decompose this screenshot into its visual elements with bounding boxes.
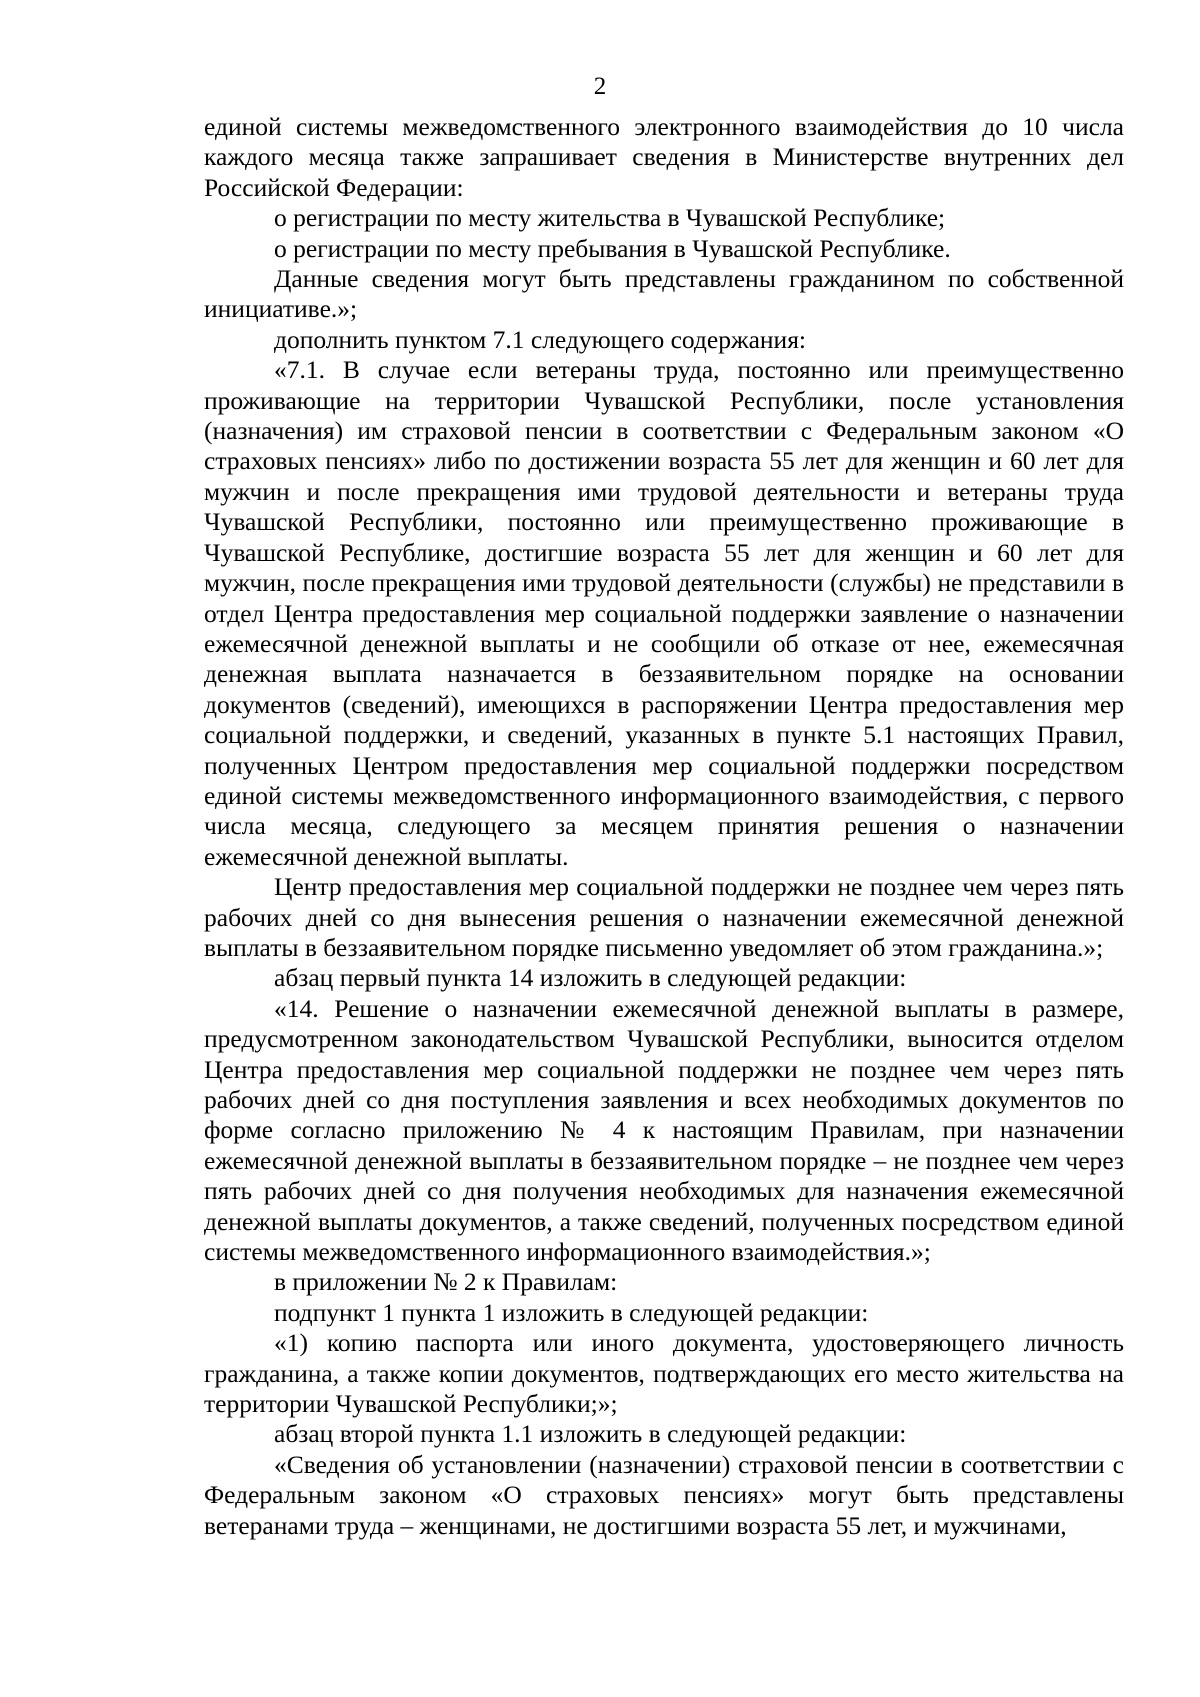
paragraph: в приложении № 2 к Правилам: (274, 1267, 618, 1297)
paragraph: о регистрации по месту пребывания в Чувашской Республике. (274, 233, 951, 263)
paragraph: дополнить пунктом 7.1 следующего содержания: (274, 324, 807, 354)
paragraph: подпункт 1 пункта 1 изложить в следующей редакции: (274, 1297, 869, 1327)
paragraph: абзац второй пункта 1.1 изложить в следующей редакции: (274, 1419, 907, 1449)
page-number: 2 (593, 73, 607, 100)
paragraph: о регистрации по месту жительства в Чувашской Республике; (274, 203, 946, 233)
paragraph: абзац первый пункта 14 изложить в следующей редакции: (274, 963, 907, 993)
paragraph: Данные сведения могут быть представлены гражданином по собственной инициативе.»; (204, 264, 1124, 324)
paragraph: Центр предоставления мер социальной поддержки не позднее чем через пять рабочих дней со дня вынесения решения о назначении ежемесячной денежной выплаты в беззаявительном порядке письменно уведомляет об этом гражданина.»; (204, 872, 1124, 962)
paragraph: «1) копию паспорта или иного документа, удостоверяющего личность гражданина, а также копии документов, подтверждающих его место жительства на территории Чувашской Республики;»; (204, 1328, 1124, 1419)
paragraph: единой системы межведомственного электронного взаимодействия до 10 числа каждого месяца также запрашивает сведения в Министерстве внутренних дел Российской Федерации: (204, 112, 1124, 202)
paragraph: «7.1. В случае если ветераны труда, постоянно или преимущественно проживающие на территории Чувашской Республики, после установления (назначения) им страховой пенсии в соответствии с Федеральным законом «О страховых пенсиях» либо по достижении возраста 55 лет для женщин и 60 лет для мужчин и после прекращения ими трудовой деятельности и ветераны труда Чувашской Республики, постоянно или преимущественно проживающие в Чувашской Республике, достигшие возраста 55 лет для женщин и 60 лет для мужчин, после прекращения ими трудовой деятельности (службы) не представили в отдел Центра предоставления мер социальной поддержки заявление о назначении ежемесячной денежной выплаты и не сообщили об отказе от нее, ежемесячная денежная выплата назначается в беззаявительном порядке на основании документов (сведений), имеющихся в распоряжении Центра предоставления мер социальной поддержки, и сведений, указанных в пункте 5.1 настоящих Правил, полученных Центром предоставления мер социальной поддержки посредством единой системы межведомственного информационного взаимодействия, с первого числа месяца, следующего за месяцем принятия решения о назначении ежемесячной денежной выплаты. (204, 355, 1124, 871)
document-body (204, 112, 1124, 1541)
paragraph: «14. Решение о назначении ежемесячной денежной выплаты в размере, предусмотренном законодательством Чувашской Республики, выносится отделом Центра предоставления мер социальной поддержки не позднее чем через пять рабочих дней со дня поступления заявления и всех необходимых документов по форме согласно приложению № 4 к настоящим Правилам, при назначении ежемесячной денежной выплаты в беззаявительном порядке – не позднее чем через пять рабочих дней со дня получения необходимых для назначения ежемесячной денежной выплаты документов, а также сведений, полученных посредством единой системы межведомственного информационного взаимодействия.»; (204, 993, 1124, 1267)
paragraph: «Сведения об установлении (назначении) страховой пенсии в соответствии с Федеральным законом «О страховых пенсиях» могут быть представлены ветеранами труда – женщинами, не достигшими возраста 55 лет, и мужчинами, (204, 1449, 1124, 1540)
